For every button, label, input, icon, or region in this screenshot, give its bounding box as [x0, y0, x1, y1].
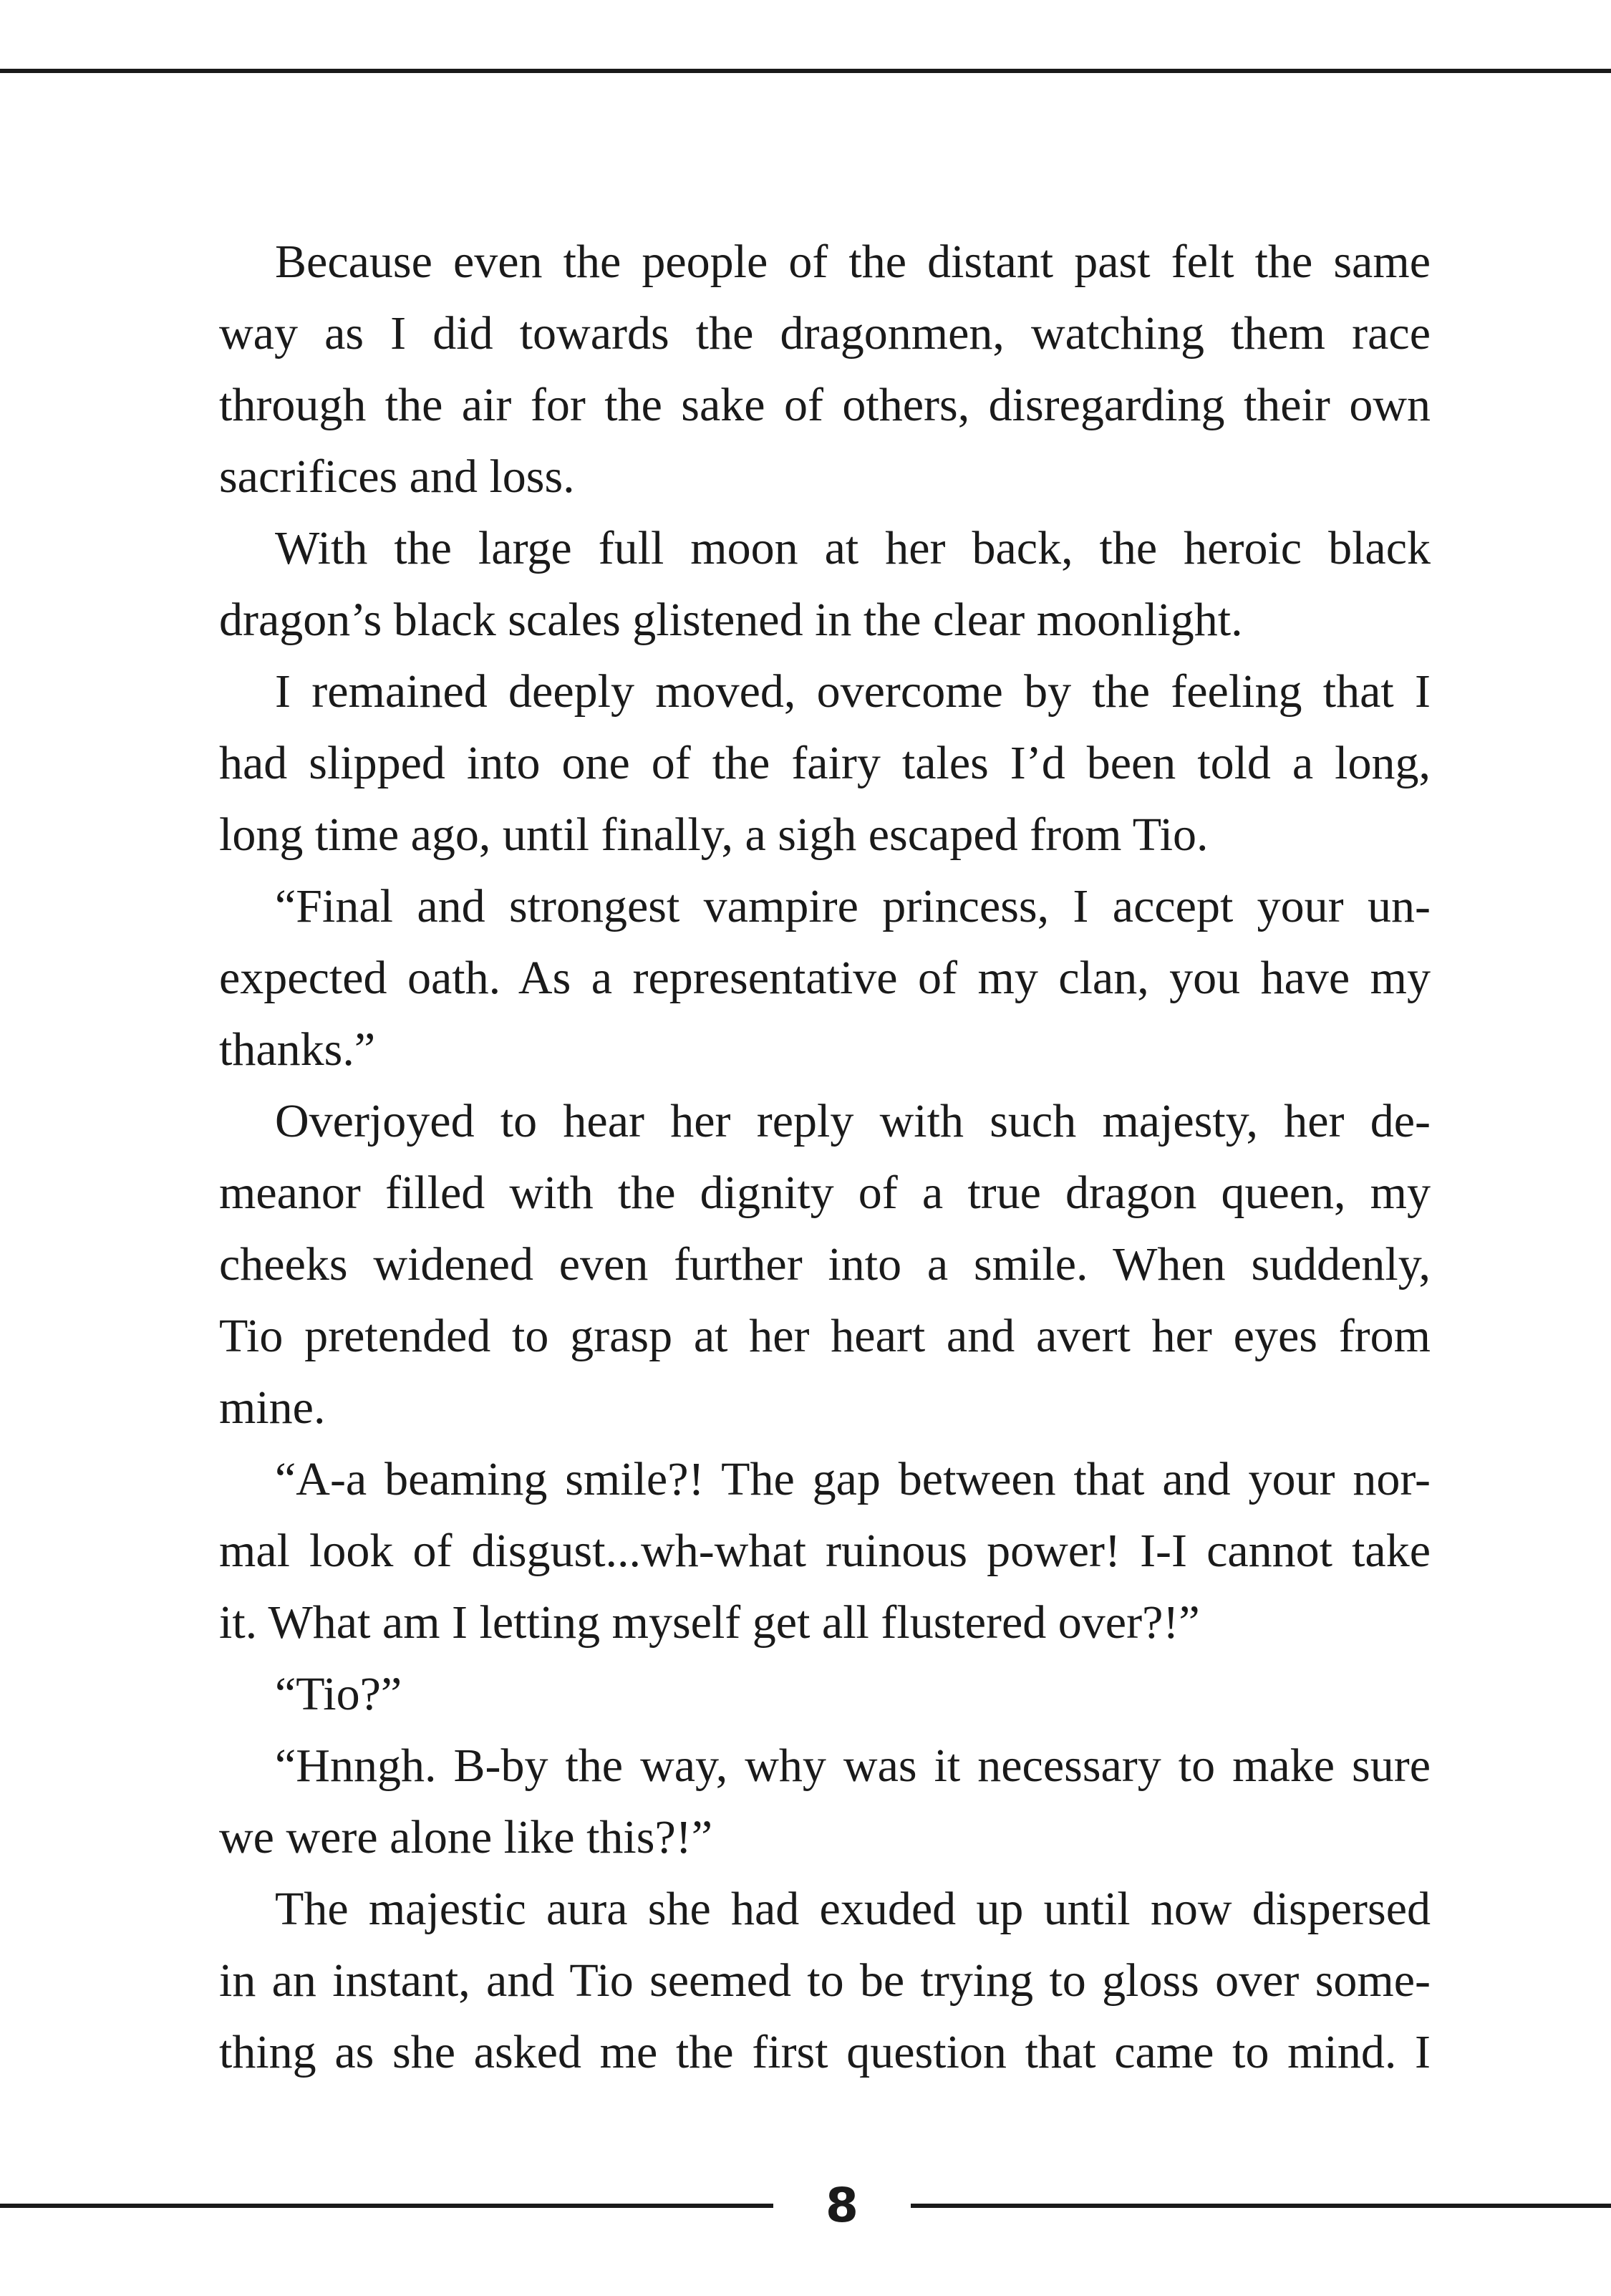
text-line: sacrifices and loss. — [219, 450, 575, 503]
text-line: it. What am I letting myself get all flustered over?!” — [219, 1596, 1200, 1649]
footer-rule-left — [0, 2204, 773, 2208]
text-line: “Final and strongest vampire princess, I accept your un- — [275, 880, 1431, 932]
text-line: meanor filled with the dignity of a true dragon queen, my — [219, 1167, 1431, 1219]
text-line: “Hnngh. B-by the way, why was it necessary to make sure — [275, 1740, 1431, 1792]
footer-rule-right — [911, 2204, 1611, 2208]
top-rule — [0, 69, 1611, 73]
text-line: “A-a beaming smile?! The gap between that and your nor- — [275, 1453, 1431, 1505]
text-line: had slipped into one of the fairy tales I’d been told a long, — [219, 737, 1431, 789]
text-line: I remained deeply moved, overcome by the feeling that I — [275, 665, 1431, 718]
text-line: expected oath. As a representative of my clan, you have my — [219, 952, 1431, 1004]
text-line: thing as she asked me the first question that came to mind. I — [219, 2026, 1431, 2078]
text-line: dragon’s black scales glistened in the clear moonlight. — [219, 594, 1243, 646]
text-line: through the air for the sake of others, disregarding their own — [219, 379, 1431, 431]
text-line: thanks.” — [219, 1023, 376, 1076]
text-line: Overjoyed to hear her reply with such majesty, her de- — [275, 1095, 1431, 1147]
page-footer — [0, 2170, 1611, 2242]
text-line: mine. — [219, 1381, 326, 1434]
text-line: With the large full moon at her back, the heroic black — [275, 522, 1431, 574]
text-line: we were alone like this?!” — [219, 1811, 713, 1863]
text-line: way as I did towards the dragonmen, watching them race — [219, 307, 1431, 360]
text-line: mal look of disgust...wh-what ruinous power! I-I cannot take — [219, 1525, 1431, 1577]
text-line: long time ago, until finally, a sigh escaped from Tio. — [219, 809, 1209, 861]
text-line: Because even the people of the distant past felt the same — [275, 236, 1431, 288]
page-number: 8 — [826, 2178, 858, 2233]
text-line: in an instant, and Tio seemed to be trying to gloss over some- — [219, 1954, 1431, 2007]
body-text — [219, 226, 1431, 2088]
text-line: Tio pretended to grasp at her heart and avert her eyes from — [219, 1310, 1431, 1362]
text-line: cheeks widened even further into a smile. When suddenly, — [219, 1238, 1431, 1291]
text-line: The majestic aura she had exuded up until now dispersed — [275, 1883, 1431, 1935]
text-line: “Tio?” — [275, 1668, 402, 1720]
